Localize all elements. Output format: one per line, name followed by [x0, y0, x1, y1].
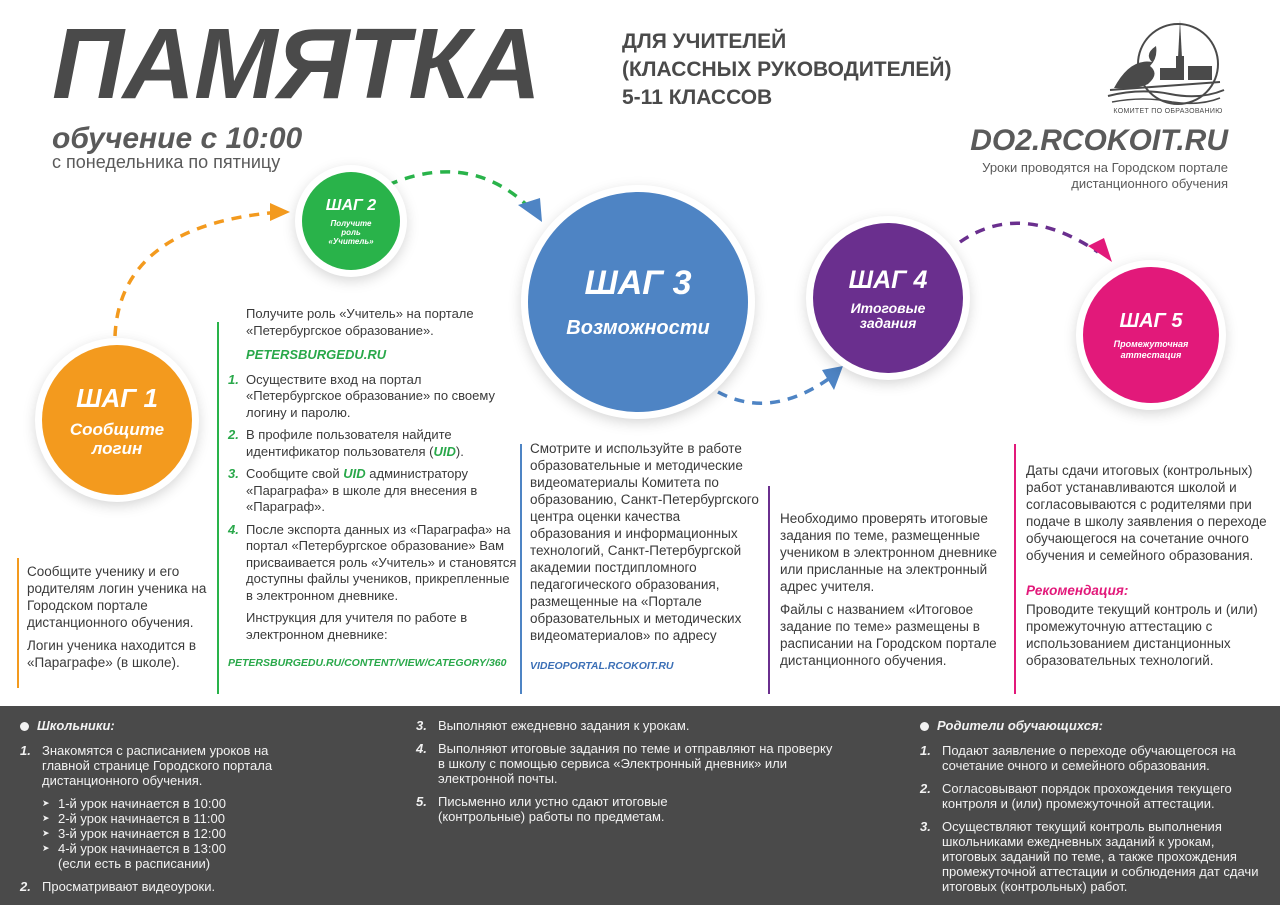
step-5-label: Промежуточная аттестация	[1113, 338, 1189, 360]
list-item: 3. Выполняют ежедневно задания к урокам.	[416, 718, 690, 733]
lesson-item: ➤ 3-й урок начинается в 12:00	[42, 826, 226, 841]
schedule-days: с понедельника по пятницу	[52, 152, 281, 172]
portal-site[interactable]: DO2.RCOKOIT.RU	[970, 124, 1228, 157]
step-2-bar	[217, 322, 219, 694]
step-5-title: ШАГ 5	[1119, 309, 1183, 332]
step-4-circle	[813, 223, 963, 373]
students-list-2	[416, 718, 836, 824]
lesson-item: (если есть в расписании)	[58, 856, 211, 871]
petersburgedu-link[interactable]: PETERSBURGEDU.RU	[246, 347, 387, 362]
lesson-item: ➤ 1-й урок начинается в 10:00	[42, 796, 226, 811]
step-2-title: ШАГ 2	[325, 196, 377, 214]
step-2-label: Получите роль «Учитель»	[328, 218, 374, 246]
arrow-right-icon: ➤	[42, 813, 50, 823]
videoportal-link[interactable]: VIDEOPORTAL.RCOKOIT.RU	[530, 660, 674, 672]
step-4-p2: Файлы с названием «Итоговое задание по теме» размещены в расписании на Городском портале дистанционного обучения.	[780, 602, 997, 668]
step-2-text	[228, 306, 518, 672]
step-3-title: ШАГ 3	[584, 264, 692, 302]
step-4-label: Итоговые задания	[850, 299, 926, 331]
students-list	[20, 743, 400, 894]
page-title: ПАМЯТКА	[52, 8, 541, 120]
step-1-p2: Логин ученика находится в «Параграфе» (в школе).	[27, 638, 196, 670]
list-item: 2. Согласовывают порядок прохождения текущего контроля и (или) промежуточной аттестации.	[920, 781, 1232, 811]
students-title: Школьники:	[20, 718, 400, 733]
step-2-circle	[302, 172, 400, 270]
arrow-right-icon: ➤	[42, 843, 50, 853]
recommendation-text: Проводите текущий контроль и (или) промежуточную аттестацию с использованием дистанционных образовательных технологий.	[1026, 602, 1258, 668]
step-4-title: ШАГ 4	[848, 265, 928, 294]
step-5-p1: Даты сдачи итоговых (контрольных) работ устанавливаются школой и согласовываются с родителями при подаче в школу заявления о переходе обучающегося на сочетание очного обучения и семейного образования.	[1026, 463, 1267, 563]
parents-title: Родители обучающихся:	[920, 718, 1270, 733]
step-4-p1: Необходимо проверять итоговые задания по теме, размещенные учеником в электронном дневнике или присланные на электронный адрес учителя.	[780, 511, 998, 594]
step-5-bar	[1014, 444, 1016, 694]
footer-panel	[0, 706, 1280, 905]
step-5-text	[1026, 462, 1270, 675]
arrow-step3-step4	[718, 378, 830, 403]
step-1-text	[27, 563, 207, 677]
step-5-circle	[1083, 267, 1219, 403]
diary-instruction-link[interactable]: PETERSBURGEDU.RU/CONTENT/VIEW/CATEGORY/360	[228, 657, 507, 669]
arrow-step2-step3	[388, 172, 530, 208]
parents-list	[920, 743, 1270, 894]
step-3-label: Возможности	[566, 317, 710, 339]
step-1-circle	[42, 345, 192, 495]
list-item: 4. После экспорта данных из «Параграфа» на портал «Петербургское образование» Вам присваивается роль «Учитель» и становятся доступны файлы учеников, прикрепленные в электронном дневнике.	[228, 521, 517, 603]
arrow-right-icon: ➤	[42, 798, 50, 808]
portal-note: Уроки проводятся на Городском портале дистанционного обучения	[982, 160, 1228, 191]
step-1-title: ШАГ 1	[76, 382, 158, 413]
step-3-bar	[520, 444, 522, 694]
step-3-p1: Смотрите и используйте в работе образовательные и методические видеоматериалы Комитета по образованию, Санкт-Петербургского центра оценки качества образования и информационных технологий, Санкт-Петербургской академии постдипломного педагогического образования, размещенные на «Портале образовательных и методических видеоматериалов» по адресу	[530, 441, 759, 643]
list-item: 1. Подают заявление о переходе обучающегося на сочетание очного и семейного образования.	[920, 743, 1236, 773]
recommendation-title: Рекомендация:	[1026, 583, 1129, 598]
list-item: 1. Осуществите вход на портал «Петербургское образование» по своему логину и паролю.	[228, 371, 495, 420]
list-item: 3. Осуществляют текущий контроль выполнения школьниками ежедневных заданий к урокам, итоговых заданий по теме, а также прохождения промежуточной аттестации и соблюдения дат сдачи итоговых (контрольных) работ.	[920, 819, 1259, 894]
arrow-step4-step5	[960, 223, 1098, 252]
logo-caption: КОМИТЕТ ПО ОБРАЗОВАНИЮ	[1113, 108, 1223, 115]
step-2-list	[228, 372, 518, 605]
lesson-item: ➤ 4-й урок начинается в 13:00	[42, 841, 226, 856]
list-item: 4. Выполняют итоговые задания по теме и отправляют на проверку в школу с помощью сервиса «Электронный дневник» или электронной почты.	[416, 741, 833, 786]
bullet-icon	[920, 722, 929, 731]
students-column-2	[416, 718, 836, 832]
parents-column	[920, 718, 1270, 902]
step-1-label: Сообщите логин	[69, 419, 165, 458]
step-2-intro: Получите роль «Учитель» на портале «Петербургское образование».	[246, 306, 474, 338]
lessons-list	[42, 796, 400, 871]
list-item: 2. В профиле пользователя найдите идентификатор пользователя (UID).	[228, 427, 464, 459]
list-item: 1. Знакомятся с расписанием уроков на главной странице Городского портала дистанционного обучения. ➤ 1-й урок начинается в 10:00 ➤ 2-й урок начинается в 11:00 ➤ 3-й урок начинается в 12:00 ➤ 4-й урок начинается в 13:00 (если есть в расписании)	[20, 743, 400, 871]
list-item: 3. Сообщите свой UID администратору «Параграфа» в школе для внесения в «Параграф».	[228, 466, 478, 514]
list-item: 5. Письменно или устно сдают итоговые (контрольные) работы по предметам.	[416, 794, 668, 824]
subtitle-line-3: 5-11 КЛАССОВ	[622, 86, 773, 109]
step-2-instruction: Инструкция для учителя по работе в электронном дневнике:	[246, 610, 468, 642]
step-1-bar	[17, 558, 19, 688]
step-4-text	[780, 510, 1010, 675]
arrow-right-icon: ➤	[42, 828, 50, 838]
list-item: 2. Просматривают видеоуроки.	[20, 879, 216, 894]
lesson-item: ➤ 2-й урок начинается в 11:00	[42, 811, 225, 826]
students-column	[20, 718, 400, 902]
subtitle-line-2: (КЛАССНЫХ РУКОВОДИТЕЛЕЙ)	[622, 58, 952, 81]
step-1-p1: Сообщите ученику и его родителям логин ученика на Городском портале дистанционного обучения.	[27, 564, 207, 630]
step-3-text	[530, 440, 762, 675]
step-4-bar	[768, 486, 770, 694]
bullet-icon	[20, 722, 29, 731]
step-3-circle	[528, 192, 748, 412]
schedule-time: обучение с 10:00	[52, 122, 303, 155]
subtitle-line-1: ДЛЯ УЧИТЕЛЕЙ	[622, 30, 787, 53]
